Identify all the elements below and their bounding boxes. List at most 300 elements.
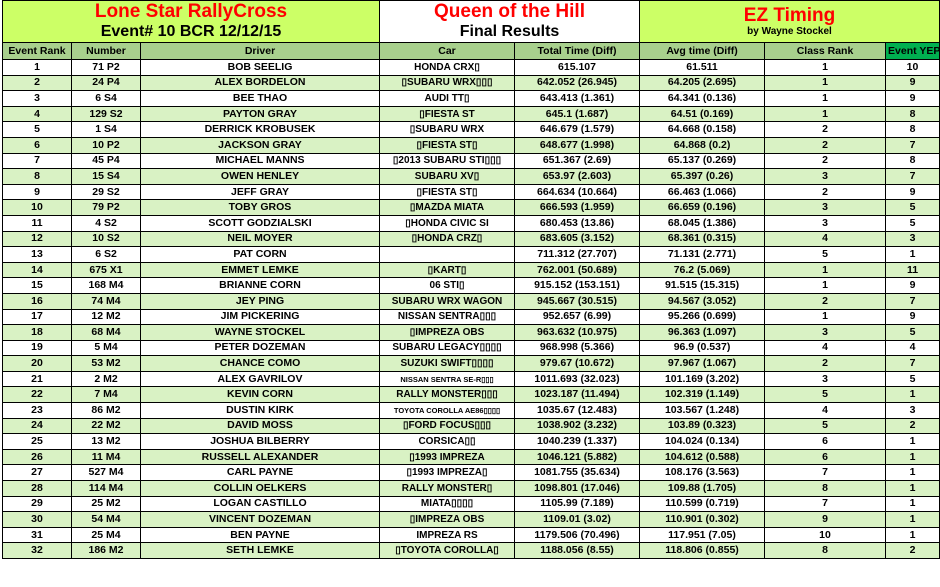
car-cell — [380, 247, 515, 263]
results-sheet — [2, 0, 940, 559]
car-cell: ▯SUBARU WRX — [380, 122, 515, 138]
driver-cell: BOB SEELIG — [141, 60, 380, 76]
class-rank-cell: 2 — [765, 153, 886, 169]
car-cell: AUDI TT▯ — [380, 91, 515, 107]
class-rank-cell: 1 — [765, 278, 886, 294]
event-yep-cell: 5 — [886, 325, 940, 341]
number-cell: 54 M4 — [72, 512, 141, 528]
number-cell: 675 X1 — [72, 262, 141, 278]
car-cell: ▯1993 IMPREZA — [380, 449, 515, 465]
event-rank-cell: 26 — [3, 449, 72, 465]
class-rank-cell: 2 — [765, 184, 886, 200]
number-cell: 168 M4 — [72, 278, 141, 294]
total-time-cell: 1179.506 (70.496) — [515, 527, 640, 543]
col-class-rank: Class Rank — [765, 43, 886, 60]
event-rank-cell: 27 — [3, 465, 72, 481]
total-time-cell: 1040.239 (1.337) — [515, 434, 640, 450]
table-row — [3, 153, 940, 169]
number-cell: 12 M2 — [72, 309, 141, 325]
event-yep-cell: 9 — [886, 91, 940, 107]
driver-cell: RUSSELL ALEXANDER — [141, 449, 380, 465]
total-time-cell: 646.679 (1.579) — [515, 122, 640, 138]
driver-cell: SETH LEMKE — [141, 543, 380, 559]
driver-cell: JEFF GRAY — [141, 184, 380, 200]
avg-time-cell: 94.567 (3.052) — [640, 293, 765, 309]
number-cell: 68 M4 — [72, 325, 141, 341]
table-row — [3, 449, 940, 465]
car-cell: RALLY MONSTER▯▯▯ — [380, 387, 515, 403]
driver-cell: PAT CORN — [141, 247, 380, 263]
class-rank-cell: 3 — [765, 215, 886, 231]
event-yep-cell: 9 — [886, 278, 940, 294]
avg-time-cell: 117.951 (7.05) — [640, 527, 765, 543]
event-rank-cell: 28 — [3, 481, 72, 497]
event-rank-cell: 15 — [3, 278, 72, 294]
avg-time-cell: 110.901 (0.302) — [640, 512, 765, 528]
table-row — [3, 403, 940, 419]
number-cell: 53 M2 — [72, 356, 141, 372]
event-yep-cell: 2 — [886, 543, 940, 559]
avg-time-cell: 64.51 (0.169) — [640, 106, 765, 122]
avg-time-cell: 109.88 (1.705) — [640, 481, 765, 497]
total-time-cell: 1023.187 (11.494) — [515, 387, 640, 403]
table-row — [3, 512, 940, 528]
class-rank-cell: 9 — [765, 512, 886, 528]
table-row — [3, 371, 940, 387]
event-yep-cell: 5 — [886, 371, 940, 387]
timing-banner — [640, 1, 940, 43]
table-row — [3, 262, 940, 278]
total-time-cell: 1035.67 (12.483) — [515, 403, 640, 419]
number-cell: 79 P2 — [72, 200, 141, 216]
avg-time-cell: 103.89 (0.323) — [640, 418, 765, 434]
driver-cell: DAVID MOSS — [141, 418, 380, 434]
results-subtitle: Final Results — [459, 23, 560, 40]
car-cell: ▯IMPREZA OBS — [380, 512, 515, 528]
event-yep-cell: 1 — [886, 465, 940, 481]
class-rank-cell: 3 — [765, 325, 886, 341]
number-cell: 4 S2 — [72, 215, 141, 231]
table-row — [3, 184, 940, 200]
car-cell: TOYOTA COROLLA AE86▯▯▯▯ — [380, 403, 515, 419]
driver-cell: BEN PAYNE — [141, 527, 380, 543]
number-cell: 29 S2 — [72, 184, 141, 200]
total-time-cell: 1011.693 (32.023) — [515, 371, 640, 387]
number-cell: 114 M4 — [72, 481, 141, 497]
total-time-cell: 711.312 (27.707) — [515, 247, 640, 263]
event-yep-cell: 2 — [886, 418, 940, 434]
total-time-cell: 1038.902 (3.232) — [515, 418, 640, 434]
timing-title: EZ Timing — [743, 4, 836, 26]
driver-cell: MICHAEL MANNS — [141, 153, 380, 169]
number-cell: 45 P4 — [72, 153, 141, 169]
class-rank-cell: 6 — [765, 434, 886, 450]
table-row — [3, 231, 940, 247]
total-time-cell: 1046.121 (5.882) — [515, 449, 640, 465]
car-cell: ▯HONDA CRZ▯ — [380, 231, 515, 247]
class-rank-cell: 4 — [765, 231, 886, 247]
number-cell: 25 M2 — [72, 496, 141, 512]
event-yep-cell: 1 — [886, 434, 940, 450]
avg-time-cell: 64.341 (0.136) — [640, 91, 765, 107]
driver-cell: CARL PAYNE — [141, 465, 380, 481]
driver-cell: JOSHUA BILBERRY — [141, 434, 380, 450]
driver-cell: JACKSON GRAY — [141, 137, 380, 153]
number-cell: 10 S2 — [72, 231, 141, 247]
event-yep-cell: 8 — [886, 122, 940, 138]
event-banner — [3, 1, 380, 43]
event-rank-cell: 19 — [3, 340, 72, 356]
event-rank-cell: 5 — [3, 122, 72, 138]
avg-time-cell: 108.176 (3.563) — [640, 465, 765, 481]
driver-cell: ALEX BORDELON — [141, 75, 380, 91]
number-cell: 7 M4 — [72, 387, 141, 403]
car-cell: ▯FIESTA ST▯ — [380, 184, 515, 200]
results-banner — [380, 1, 640, 43]
total-time-cell: 642.052 (26.945) — [515, 75, 640, 91]
class-rank-cell: 1 — [765, 309, 886, 325]
number-cell: 5 M4 — [72, 340, 141, 356]
event-yep-cell: 5 — [886, 215, 940, 231]
col-driver: Driver — [141, 43, 380, 60]
table-row — [3, 278, 940, 294]
event-rank-cell: 20 — [3, 356, 72, 372]
event-yep-cell: 4 — [886, 340, 940, 356]
table-row — [3, 527, 940, 543]
class-rank-cell: 4 — [765, 403, 886, 419]
total-time-cell: 615.107 — [515, 60, 640, 76]
class-rank-cell: 6 — [765, 449, 886, 465]
car-cell: SUZUKI SWIFT▯▯▯▯ — [380, 356, 515, 372]
avg-time-cell: 103.567 (1.248) — [640, 403, 765, 419]
car-cell: RALLY MONSTER▯ — [380, 481, 515, 497]
class-rank-cell: 3 — [765, 200, 886, 216]
event-yep-cell: 1 — [886, 387, 940, 403]
table-row — [3, 309, 940, 325]
total-time-cell: 651.367 (2.69) — [515, 153, 640, 169]
class-rank-cell: 4 — [765, 340, 886, 356]
event-rank-cell: 11 — [3, 215, 72, 231]
col-total-time: Total Time (Diff) — [515, 43, 640, 60]
results-body — [3, 60, 940, 559]
driver-cell: ALEX GAVRILOV — [141, 371, 380, 387]
event-yep-cell: 1 — [886, 496, 940, 512]
total-time-cell: 648.677 (1.998) — [515, 137, 640, 153]
driver-cell: BEE THAO — [141, 91, 380, 107]
event-rank-cell: 9 — [3, 184, 72, 200]
avg-time-cell: 64.668 (0.158) — [640, 122, 765, 138]
driver-cell: PETER DOZEMAN — [141, 340, 380, 356]
car-cell: CORSICA▯▯ — [380, 434, 515, 450]
event-yep-cell: 7 — [886, 137, 940, 153]
event-yep-cell: 1 — [886, 527, 940, 543]
event-rank-cell: 16 — [3, 293, 72, 309]
avg-time-cell: 110.599 (0.719) — [640, 496, 765, 512]
number-cell: 11 M4 — [72, 449, 141, 465]
event-rank-cell: 22 — [3, 387, 72, 403]
avg-time-cell: 118.806 (0.855) — [640, 543, 765, 559]
class-rank-cell: 5 — [765, 418, 886, 434]
event-info: Event# 10 BCR 12/12/15 — [100, 23, 282, 40]
driver-cell: VINCENT DOZEMAN — [141, 512, 380, 528]
class-rank-cell: 3 — [765, 371, 886, 387]
number-cell: 6 S2 — [72, 247, 141, 263]
avg-time-cell: 71.131 (2.771) — [640, 247, 765, 263]
car-cell: ▯FIESTA ST▯ — [380, 137, 515, 153]
event-rank-cell: 14 — [3, 262, 72, 278]
class-rank-cell: 7 — [765, 465, 886, 481]
driver-cell: PAYTON GRAY — [141, 106, 380, 122]
event-rank-cell: 3 — [3, 91, 72, 107]
number-cell: 15 S4 — [72, 169, 141, 185]
event-yep-cell: 9 — [886, 184, 940, 200]
event-yep-cell: 10 — [886, 60, 940, 76]
event-rank-cell: 24 — [3, 418, 72, 434]
avg-time-cell: 61.511 — [640, 60, 765, 76]
event-rank-cell: 10 — [3, 200, 72, 216]
car-cell: NISSAN SENTRA SE-R▯▯▯ — [380, 371, 515, 387]
event-yep-cell: 7 — [886, 356, 940, 372]
table-row — [3, 122, 940, 138]
number-cell: 6 S4 — [72, 91, 141, 107]
table-row — [3, 418, 940, 434]
avg-time-cell: 91.515 (15.315) — [640, 278, 765, 294]
avg-time-cell: 97.967 (1.067) — [640, 356, 765, 372]
number-cell: 186 M2 — [72, 543, 141, 559]
table-row — [3, 247, 940, 263]
table-row — [3, 356, 940, 372]
avg-time-cell: 95.266 (0.699) — [640, 309, 765, 325]
col-event-rank: Event Rank — [3, 43, 72, 60]
banner-row — [3, 1, 940, 43]
table-row — [3, 215, 940, 231]
avg-time-cell: 96.9 (0.537) — [640, 340, 765, 356]
event-yep-cell: 8 — [886, 153, 940, 169]
table-row — [3, 496, 940, 512]
event-yep-cell: 5 — [886, 200, 940, 216]
class-rank-cell: 5 — [765, 387, 886, 403]
class-rank-cell: 7 — [765, 496, 886, 512]
event-rank-cell: 29 — [3, 496, 72, 512]
total-time-cell: 1098.801 (17.046) — [515, 481, 640, 497]
avg-time-cell: 65.397 (0.26) — [640, 169, 765, 185]
table-row — [3, 340, 940, 356]
table-row — [3, 387, 940, 403]
event-yep-cell: 1 — [886, 247, 940, 263]
class-rank-cell: 8 — [765, 543, 886, 559]
event-yep-cell: 11 — [886, 262, 940, 278]
results-title: Queen of the Hill — [434, 1, 585, 22]
event-yep-cell: 9 — [886, 75, 940, 91]
total-time-cell: 1105.99 (7.189) — [515, 496, 640, 512]
number-cell: 86 M2 — [72, 403, 141, 419]
table-row — [3, 91, 940, 107]
event-yep-cell: 9 — [886, 309, 940, 325]
event-rank-cell: 6 — [3, 137, 72, 153]
table-row — [3, 325, 940, 341]
class-rank-cell: 1 — [765, 75, 886, 91]
class-rank-cell: 1 — [765, 91, 886, 107]
driver-cell: WAYNE STOCKEL — [141, 325, 380, 341]
event-rank-cell: 7 — [3, 153, 72, 169]
event-rank-cell: 17 — [3, 309, 72, 325]
event-yep-cell: 8 — [886, 106, 940, 122]
car-cell: ▯MAZDA MIATA — [380, 200, 515, 216]
total-time-cell: 1081.755 (35.634) — [515, 465, 640, 481]
car-cell: ▯2013 SUBARU STI▯▯▯ — [380, 153, 515, 169]
driver-cell: OWEN HENLEY — [141, 169, 380, 185]
col-car: Car — [380, 43, 515, 60]
event-rank-cell: 18 — [3, 325, 72, 341]
car-cell: SUBARU LEGACY▯▯▯▯ — [380, 340, 515, 356]
timing-credit: by Wayne Stockel — [747, 25, 832, 37]
event-yep-cell: 3 — [886, 231, 940, 247]
col-number: Number — [72, 43, 141, 60]
column-header-row — [3, 43, 940, 60]
total-time-cell: 968.998 (5.366) — [515, 340, 640, 356]
number-cell: 1 S4 — [72, 122, 141, 138]
table-row — [3, 293, 940, 309]
number-cell: 74 M4 — [72, 293, 141, 309]
car-cell: 06 STI▯ — [380, 278, 515, 294]
number-cell: 129 S2 — [72, 106, 141, 122]
total-time-cell: 762.001 (50.689) — [515, 262, 640, 278]
number-cell: 13 M2 — [72, 434, 141, 450]
class-rank-cell: 2 — [765, 122, 886, 138]
event-rank-cell: 13 — [3, 247, 72, 263]
car-cell: ▯FIESTA ST — [380, 106, 515, 122]
class-rank-cell: 1 — [765, 106, 886, 122]
total-time-cell: 653.97 (2.603) — [515, 169, 640, 185]
car-cell: ▯IMPREZA OBS — [380, 325, 515, 341]
table-row — [3, 465, 940, 481]
car-cell: MIATA▯▯▯▯ — [380, 496, 515, 512]
class-rank-cell: 2 — [765, 137, 886, 153]
car-cell: ▯KART▯ — [380, 262, 515, 278]
total-time-cell: 1109.01 (3.02) — [515, 512, 640, 528]
driver-cell: EMMET LEMKE — [141, 262, 380, 278]
class-rank-cell: 1 — [765, 60, 886, 76]
total-time-cell: 952.657 (6.99) — [515, 309, 640, 325]
table-row — [3, 75, 940, 91]
event-rank-cell: 21 — [3, 371, 72, 387]
class-rank-cell: 3 — [765, 169, 886, 185]
driver-cell: COLLIN OELKERS — [141, 481, 380, 497]
table-row — [3, 106, 940, 122]
table-row — [3, 60, 940, 76]
total-time-cell: 1188.056 (8.55) — [515, 543, 640, 559]
number-cell: 10 P2 — [72, 137, 141, 153]
event-rank-cell: 32 — [3, 543, 72, 559]
event-rank-cell: 23 — [3, 403, 72, 419]
results-table — [2, 0, 940, 559]
table-row — [3, 200, 940, 216]
total-time-cell: 979.67 (10.672) — [515, 356, 640, 372]
event-rank-cell: 30 — [3, 512, 72, 528]
number-cell: 71 P2 — [72, 60, 141, 76]
avg-time-cell: 66.463 (1.066) — [640, 184, 765, 200]
number-cell: 527 M4 — [72, 465, 141, 481]
event-yep-cell: 3 — [886, 403, 940, 419]
avg-time-cell: 68.361 (0.315) — [640, 231, 765, 247]
driver-cell: TOBY GROS — [141, 200, 380, 216]
avg-time-cell: 64.868 (0.2) — [640, 137, 765, 153]
number-cell: 24 P4 — [72, 75, 141, 91]
avg-time-cell: 104.024 (0.134) — [640, 434, 765, 450]
class-rank-cell: 1 — [765, 262, 886, 278]
class-rank-cell: 10 — [765, 527, 886, 543]
car-cell: HONDA CRX▯ — [380, 60, 515, 76]
table-row — [3, 543, 940, 559]
total-time-cell: 683.605 (3.152) — [515, 231, 640, 247]
col-avg-time: Avg time (Diff) — [640, 43, 765, 60]
car-cell: ▯SUBARU WRX▯▯▯ — [380, 75, 515, 91]
event-rank-cell: 4 — [3, 106, 72, 122]
number-cell: 25 M4 — [72, 527, 141, 543]
car-cell: IMPREZA RS — [380, 527, 515, 543]
event-rank-cell: 8 — [3, 169, 72, 185]
col-event-yep: Event YEP — [886, 43, 940, 60]
car-cell: NISSAN SENTRA▯▯▯ — [380, 309, 515, 325]
driver-cell: DUSTIN KIRK — [141, 403, 380, 419]
event-rank-cell: 25 — [3, 434, 72, 450]
car-cell: SUBARU XV▯ — [380, 169, 515, 185]
event-yep-cell: 1 — [886, 481, 940, 497]
avg-time-cell: 64.205 (2.695) — [640, 75, 765, 91]
car-cell: SUBARU WRX WAGON — [380, 293, 515, 309]
table-row — [3, 169, 940, 185]
table-row — [3, 137, 940, 153]
number-cell: 2 M2 — [72, 371, 141, 387]
event-yep-cell: 1 — [886, 449, 940, 465]
driver-cell: BRIANNE CORN — [141, 278, 380, 294]
avg-time-cell: 101.169 (3.202) — [640, 371, 765, 387]
avg-time-cell: 104.612 (0.588) — [640, 449, 765, 465]
car-cell: ▯1993 IMPREZA▯ — [380, 465, 515, 481]
class-rank-cell: 5 — [765, 247, 886, 263]
event-rank-cell: 2 — [3, 75, 72, 91]
driver-cell: CHANCE COMO — [141, 356, 380, 372]
avg-time-cell: 102.319 (1.149) — [640, 387, 765, 403]
total-time-cell: 643.413 (1.361) — [515, 91, 640, 107]
total-time-cell: 963.632 (10.975) — [515, 325, 640, 341]
total-time-cell: 680.453 (13.86) — [515, 215, 640, 231]
car-cell: ▯FORD FOCUS▯▯▯ — [380, 418, 515, 434]
event-yep-cell: 7 — [886, 169, 940, 185]
avg-time-cell: 96.363 (1.097) — [640, 325, 765, 341]
event-rank-cell: 1 — [3, 60, 72, 76]
event-yep-cell: 1 — [886, 512, 940, 528]
driver-cell: DERRICK KROBUSEK — [141, 122, 380, 138]
total-time-cell: 666.593 (1.959) — [515, 200, 640, 216]
class-rank-cell: 2 — [765, 293, 886, 309]
driver-cell: LOGAN CASTILLO — [141, 496, 380, 512]
total-time-cell: 664.634 (10.664) — [515, 184, 640, 200]
class-rank-cell: 8 — [765, 481, 886, 497]
avg-time-cell: 66.659 (0.196) — [640, 200, 765, 216]
car-cell: ▯HONDA CIVIC SI — [380, 215, 515, 231]
number-cell: 22 M2 — [72, 418, 141, 434]
event-yep-cell: 7 — [886, 293, 940, 309]
avg-time-cell: 68.045 (1.386) — [640, 215, 765, 231]
total-time-cell: 945.667 (30.515) — [515, 293, 640, 309]
avg-time-cell: 65.137 (0.269) — [640, 153, 765, 169]
event-rank-cell: 31 — [3, 527, 72, 543]
class-rank-cell: 2 — [765, 356, 886, 372]
total-time-cell: 645.1 (1.687) — [515, 106, 640, 122]
car-cell: ▯TOYOTA COROLLA▯ — [380, 543, 515, 559]
total-time-cell: 915.152 (153.151) — [515, 278, 640, 294]
